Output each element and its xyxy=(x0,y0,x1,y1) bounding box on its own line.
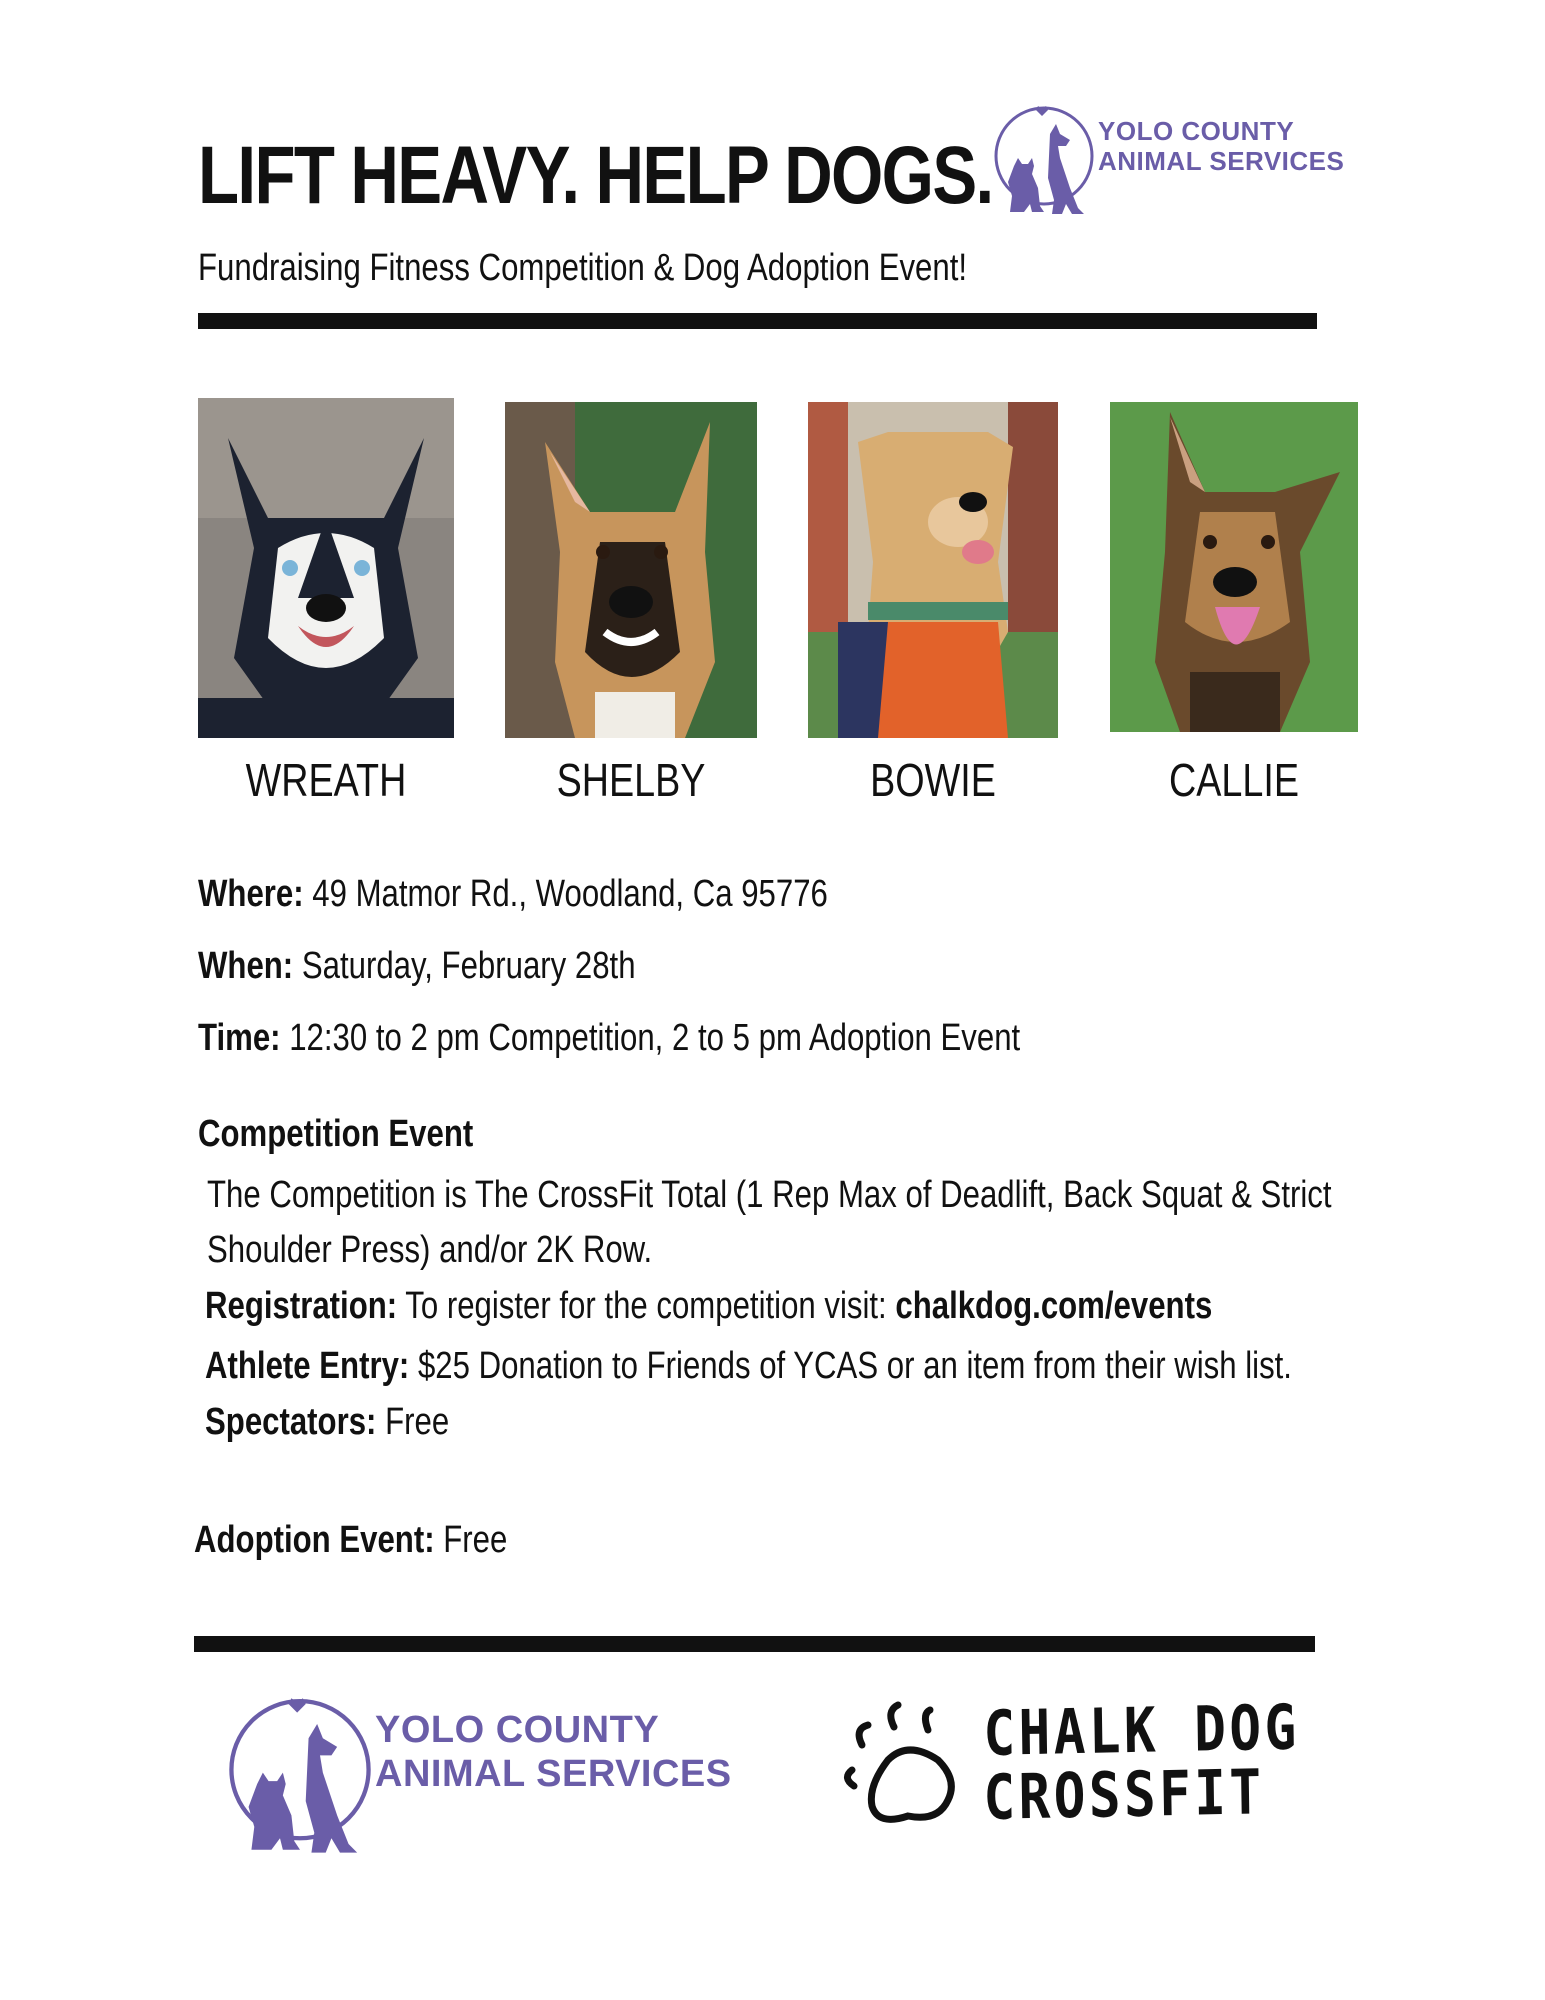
adoption-line xyxy=(194,1516,507,1564)
logo-top-line1: YOLO COUNTY xyxy=(1098,116,1295,146)
dog-cat-logo-icon xyxy=(988,96,1100,222)
when-line xyxy=(198,942,636,990)
time-line xyxy=(198,1014,1020,1062)
where-value: 49 Matmor Rd., Woodland, Ca 95776 xyxy=(303,873,828,915)
athlete-entry-line xyxy=(205,1342,1292,1390)
chalk-dog-line2: CROSSFIT xyxy=(982,1755,1265,1834)
dog-photo-shelby xyxy=(505,402,757,738)
dog-name-wreath: WREATH xyxy=(245,754,407,806)
registration-label: Registration: xyxy=(205,1285,398,1327)
paw-print-icon xyxy=(838,1690,978,1840)
where-label: Where: xyxy=(198,873,304,915)
dog-photo-callie xyxy=(1110,402,1358,732)
registration-link[interactable]: chalkdog.com/events xyxy=(895,1285,1213,1327)
yolo-county-logo-bottom xyxy=(210,1684,730,1864)
competition-heading: Competition Event xyxy=(198,1113,474,1155)
spectators-value: Free xyxy=(376,1401,450,1443)
dog-photo-bowie xyxy=(808,402,1058,738)
dog-cat-logo-icon xyxy=(210,1684,390,1864)
headline: LIFT HEAVY. HELP DOGS. xyxy=(198,130,993,221)
competition-description: The Competition is The CrossFit Total (1 Rep Max of Deadlift, Back Squat & Strict Shoulder Press) and/or 2K Row. xyxy=(207,1174,1332,1271)
when-value: Saturday, February 28th xyxy=(293,945,636,987)
subtitle: Fundraising Fitness Competition & Dog Adoption Event! xyxy=(198,247,968,289)
time-value: 12:30 to 2 pm Competition, 2 to 5 pm Adoption Event xyxy=(280,1017,1021,1059)
athlete-entry-label: Athlete Entry: xyxy=(205,1345,410,1387)
chalk-dog-crossfit-logo xyxy=(838,1690,1318,1850)
yolo-county-logo-top xyxy=(988,96,1345,222)
adoption-value: Free xyxy=(434,1519,508,1561)
logo-top-line2: ANIMAL SERVICES xyxy=(1098,146,1345,176)
dog-name-shelby: SHELBY xyxy=(556,754,706,806)
spectators-line xyxy=(205,1398,449,1446)
logo-bottom-line2: ANIMAL SERVICES xyxy=(375,1753,732,1795)
when-label: When: xyxy=(198,945,294,987)
registration-line xyxy=(205,1282,1212,1330)
logo-bottom-line1: YOLO COUNTY xyxy=(375,1709,660,1751)
adoption-label: Adoption Event: xyxy=(194,1519,435,1561)
where-line xyxy=(198,870,828,918)
dog-name-callie: CALLIE xyxy=(1169,754,1299,806)
spectators-label: Spectators: xyxy=(205,1401,377,1443)
registration-text: To register for the competition visit: xyxy=(397,1285,896,1327)
top-divider xyxy=(198,313,1317,329)
chalk-dog-line1: CHALK DOG xyxy=(982,1690,1301,1770)
athlete-entry-value: $25 Donation to Friends of YCAS or an item from their wish list. xyxy=(409,1345,1292,1387)
dog-photo-wreath xyxy=(198,398,454,738)
time-label: Time: xyxy=(198,1017,281,1059)
bottom-divider xyxy=(194,1636,1315,1652)
dog-name-bowie: BOWIE xyxy=(870,754,996,806)
